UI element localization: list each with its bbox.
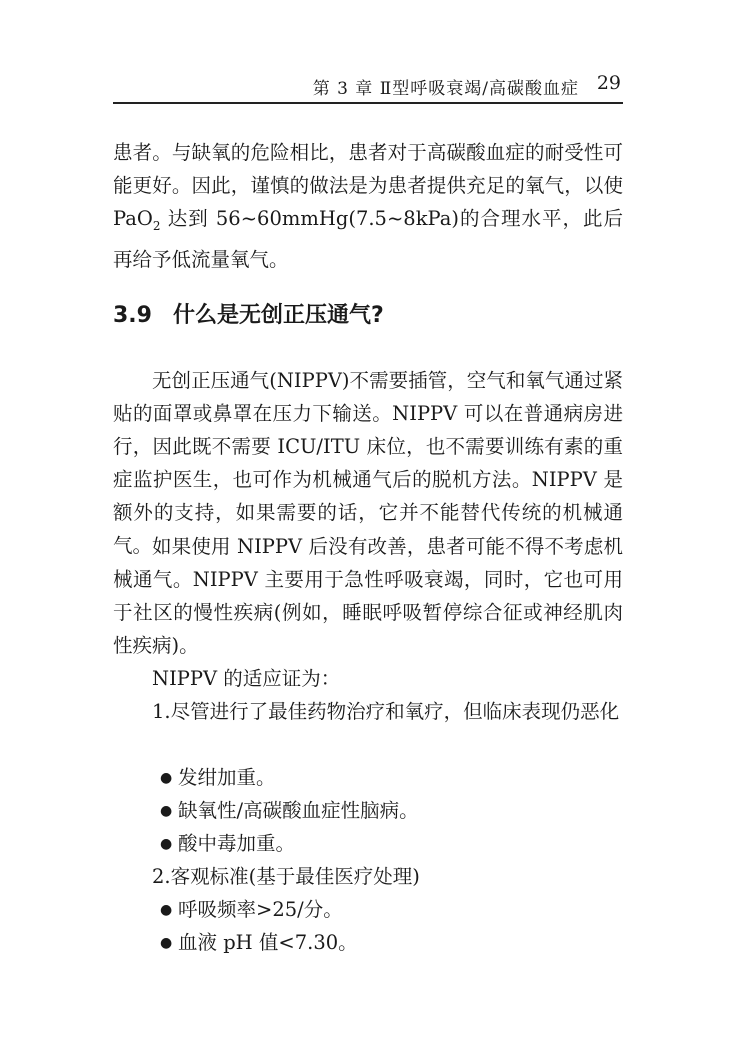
bullet-icon: ● <box>160 836 173 852</box>
criteria-1-label: 1.尽管进行了最佳药物治疗和氧疗，但临床表现仍恶化 <box>152 700 620 723</box>
list-item-text: 发绀加重。 <box>178 766 276 789</box>
section-title: 什么是无创正压通气? <box>173 303 384 328</box>
section-number: 3.9 <box>113 303 152 328</box>
chapter-title: 第 3 章 Ⅱ型呼吸衰竭/高碳酸血症 <box>312 79 579 99</box>
bullet-icon: ● <box>160 935 173 951</box>
paragraph-nippv-definition: 无创正压通气(NIPPV)不需要插管，空气和氧气通过紧贴的面罩或鼻罩在压力下输送。NIPPV 可以在普通病房进行，因此既不需要 ICU/ITU 床位，也不需要训练有素的重症监护医生，也可作为机械通气后的脱机方法。NIPPV 是额外的支持，如果需要的话，它并不能替代传统的机械通气。 <box>113 369 623 557</box>
list-item <box>160 926 620 960</box>
bullet-icon: ● <box>160 902 173 918</box>
list-item-text: 酸中毒加重。 <box>178 832 296 855</box>
page-number: 29 <box>596 72 621 94</box>
section-heading <box>113 298 623 329</box>
list-item <box>160 827 620 861</box>
indications-label: NIPPV 的适应证为： <box>152 667 341 690</box>
criteria-2-label: 2.客观标准(基于最佳医疗处理) <box>152 865 420 888</box>
intro-paragraph <box>113 136 623 276</box>
paragraph-nippv-usage: 如果使用 NIPPV 后没有改善，患者可能不得不考虑机械通气。NIPPV 主要用于急性呼吸衰竭，同时，它也可用于社区的慢性疾病(例如，睡眠呼吸暂停综合征或神经肌肉性疾病)。 <box>113 535 623 657</box>
subscript: 2 <box>152 218 161 233</box>
list-item <box>160 893 620 927</box>
bullet-icon: ● <box>160 803 173 819</box>
intro-text-part2: 达到 56~60mmHg(7.5~8kPa)的合理水平，此后再给予低流量氧气。 <box>113 207 623 271</box>
list-item-text: 血液 pH 值<7.30。 <box>178 931 358 954</box>
running-header <box>113 68 623 104</box>
bullet-icon: ● <box>160 770 173 786</box>
list-item <box>160 794 620 828</box>
list-item-text: 呼吸频率>25/分。 <box>178 898 343 921</box>
intro-text-part1: 患者。与缺氧的危险相比，患者对于高碳酸血症的耐受性可能更好。因此，谨慎的做法是为患者提供充足的氧气，以使PaO <box>113 141 623 230</box>
list-item-text: 缺氧性/高碳酸血症性脑病。 <box>178 799 419 822</box>
list-item <box>160 761 620 795</box>
